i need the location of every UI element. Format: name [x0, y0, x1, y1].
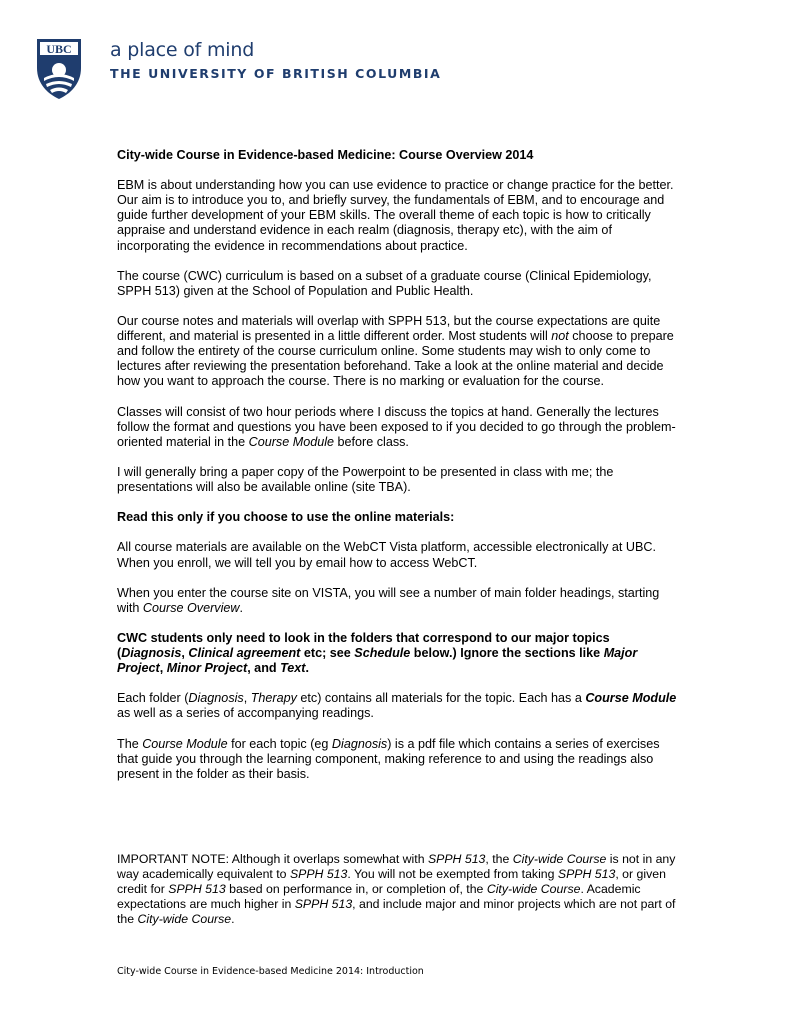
paragraph-course-module: The Course Module for each topic (eg Diagnosis) is a pdf file which contains a series of exercises that guide you through the learning component, making reference to and using the readings also present in the folder as their basis. — [117, 736, 660, 781]
page-footer: City-wide Course in Evidence-based Medicine 2014: Introduction — [117, 966, 424, 977]
document-title: City-wide Course in Evidence-based Medicine: Course Overview 2014 — [117, 148, 534, 162]
university-name: THE UNIVERSITY OF BRITISH COLUMBIA — [110, 66, 442, 81]
paragraph-cwc-folders: CWC students only need to look in the folders that correspond to our major topics (Diagnosis, Clinical agreement etc; see Schedule below.) Ignore the sections like Major Project, Minor Project, and Text. — [117, 631, 638, 676]
paragraph-curriculum: The course (CWC) curriculum is based on a subset of a graduate course (Clinical Epidemiology, SPPH 513) given at the School of Population and Public Health. — [117, 268, 652, 298]
paragraph-course-notes: Our course notes and materials will overlap with SPPH 513, but the course expectations are quite different, and material is presented in a little different order. Most students will not choose to prepare and follow the entirety of the course curriculum online. Some students may wish to only come to lectures after reviewing the presentation beforehand. Take a look at the online material and decide how you want to approach the course. There is no marking or evaluation for the course. — [117, 314, 674, 389]
paragraph-webct: All course materials are available on the WebCT Vista platform, accessible electronically at UBC. When you enroll, we will tell you by email how to access WebCT. — [117, 540, 656, 570]
page-header — [36, 38, 756, 102]
paragraph-powerpoint: I will generally bring a paper copy of the Powerpoint to be presented in class with me; the presentations will also be available online (site TBA). — [117, 464, 614, 495]
ubc-crest-logo — [36, 38, 82, 100]
paragraph-each-folder: Each folder (Diagnosis, Therapy etc) contains all materials for the topic. Each has a Course Module as well as a series of accompanying readings. — [117, 691, 677, 721]
svg-text:UBC: UBC — [46, 42, 72, 56]
section-heading-online: Read this only if you choose to use the online materials: — [117, 510, 455, 525]
paragraph-vista: When you enter the course site on VISTA, you will see a number of main folder headings, starting with Course Overview. — [117, 585, 660, 615]
important-note: IMPORTANT NOTE: Although it overlaps somewhat with SPPH 513, the City-wide Course is not in any way academically equivalent to SPPH 513. You will not be exempted from taking SPPH 513, or given credit for SPPH 513 based on performance in, or completion of, the City-wide Course. Academic expectations are much higher in SPPH 513, and include major and minor projects which are not part of the City-wide Course. — [117, 852, 676, 927]
tagline: a place of mind — [110, 39, 255, 61]
document-body — [117, 148, 677, 943]
paragraph-intro: EBM is about understanding how you can use evidence to practice or change practice for the better. Our aim is to introduce you to, and briefly survey, the fundamentals of EBM, and to encourage and guide further development of your EBM skills. The overall theme of each topic is how to critically appraise and understand evidence in each realm (diagnosis, therapy etc), with the aim of incorporating the evidence in recommendations about practice. — [117, 178, 674, 253]
paragraph-classes: Classes will consist of two hour periods where I discuss the topics at hand. Generally the lectures follow the format and questions you have been exposed to if you decided to go through the problem-oriented material in the Course Module before class. — [117, 404, 676, 449]
